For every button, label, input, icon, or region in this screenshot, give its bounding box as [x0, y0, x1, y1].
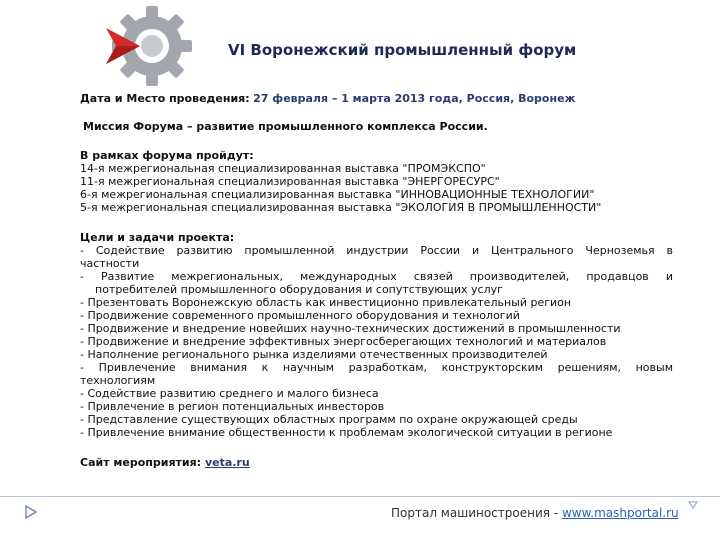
goal-line: - Продвижение современного промышленного оборудования и технологий — [80, 309, 520, 322]
goal-line: - Содействие развитию среднего и малого бизнеса — [80, 387, 379, 400]
exhibition-item: 5-я межрегиональная специализированная выставка "ЭКОЛОГИЯ В ПРОМЫШЛЕННОСТИ" — [80, 201, 602, 214]
footer-divider — [0, 496, 720, 497]
site-label: Сайт мероприятия: — [80, 456, 202, 469]
goal-line: - Представление существующих областных программ по охране окружающей среды — [80, 413, 578, 426]
goal-line: - Привлечение внимания к научным разработкам, конструкторским решениям, новым — [80, 361, 673, 374]
triangle-down-icon — [688, 500, 698, 510]
exhibitions-heading: В рамках форума пройдут: — [80, 149, 254, 162]
mission-statement: Миссия Форума – развитие промышленного комплекса России. — [83, 120, 488, 133]
exhibition-item: 14-я межрегиональная специализированная выставка "ПРОМЭКСПО" — [80, 162, 486, 175]
play-arrow-icon — [24, 505, 38, 519]
goal-line: потребителей промышленного оборудования и сопутствующих услуг — [95, 283, 503, 296]
page-title: VI Воронежский промышленный форум — [228, 41, 577, 59]
venue-label: Дата и Место проведения: — [80, 92, 250, 105]
site-line — [80, 456, 673, 469]
footer-credit — [391, 506, 679, 520]
site-link[interactable]: veta.ru — [204, 456, 250, 469]
goal-line: частности — [80, 257, 140, 270]
goal-line: - Продвижение и внедрение новейших научно-технических достижений в промышленности — [80, 322, 621, 335]
goal-line: - Привлечение в регион потенциальных инвесторов — [80, 400, 385, 413]
venue-value: 27 февраля – 1 марта 2013 года, Россия, Воронеж — [253, 92, 576, 105]
exhibition-item: 6-я межрегиональная специализированная выставка "ИННОВАЦИОННЫЕ ТЕХНОЛОГИИ" — [80, 188, 595, 201]
footer-text: Портал машиностроения - — [391, 506, 562, 520]
goals-section — [80, 231, 673, 439]
exhibitions-section — [80, 149, 673, 214]
venue-line — [80, 92, 673, 105]
goal-line: - Развитие межрегиональных, международных связей производителей, продавцов и — [80, 270, 673, 283]
goal-line: - Привлечение внимание общественности к проблемам экологической ситуации в регионе — [80, 426, 613, 439]
goal-line: - Продвижение и внедрение эффективных энергосберегающих технологий и материалов — [80, 335, 607, 348]
goal-line: - Содействие развитию промышленной индустрии России и Центрального Черноземья в — [80, 244, 673, 257]
goal-line: технологиям — [80, 374, 156, 387]
goals-heading: Цели и задачи проекта: — [80, 231, 235, 244]
content-body — [80, 92, 673, 469]
goal-line: - Презентовать Воронежскую область как инвестиционно привлекательный регион — [80, 296, 572, 309]
goal-line: - Наполнение регионального рынка изделиями отечественных производителей — [80, 348, 548, 361]
forum-logo-icon — [100, 6, 198, 88]
footer-link[interactable]: www.mashportal.ru — [561, 506, 679, 520]
exhibition-item: 11-я межрегиональная специализированная выставка "ЭНЕРГОРЕСУРС" — [80, 175, 500, 188]
